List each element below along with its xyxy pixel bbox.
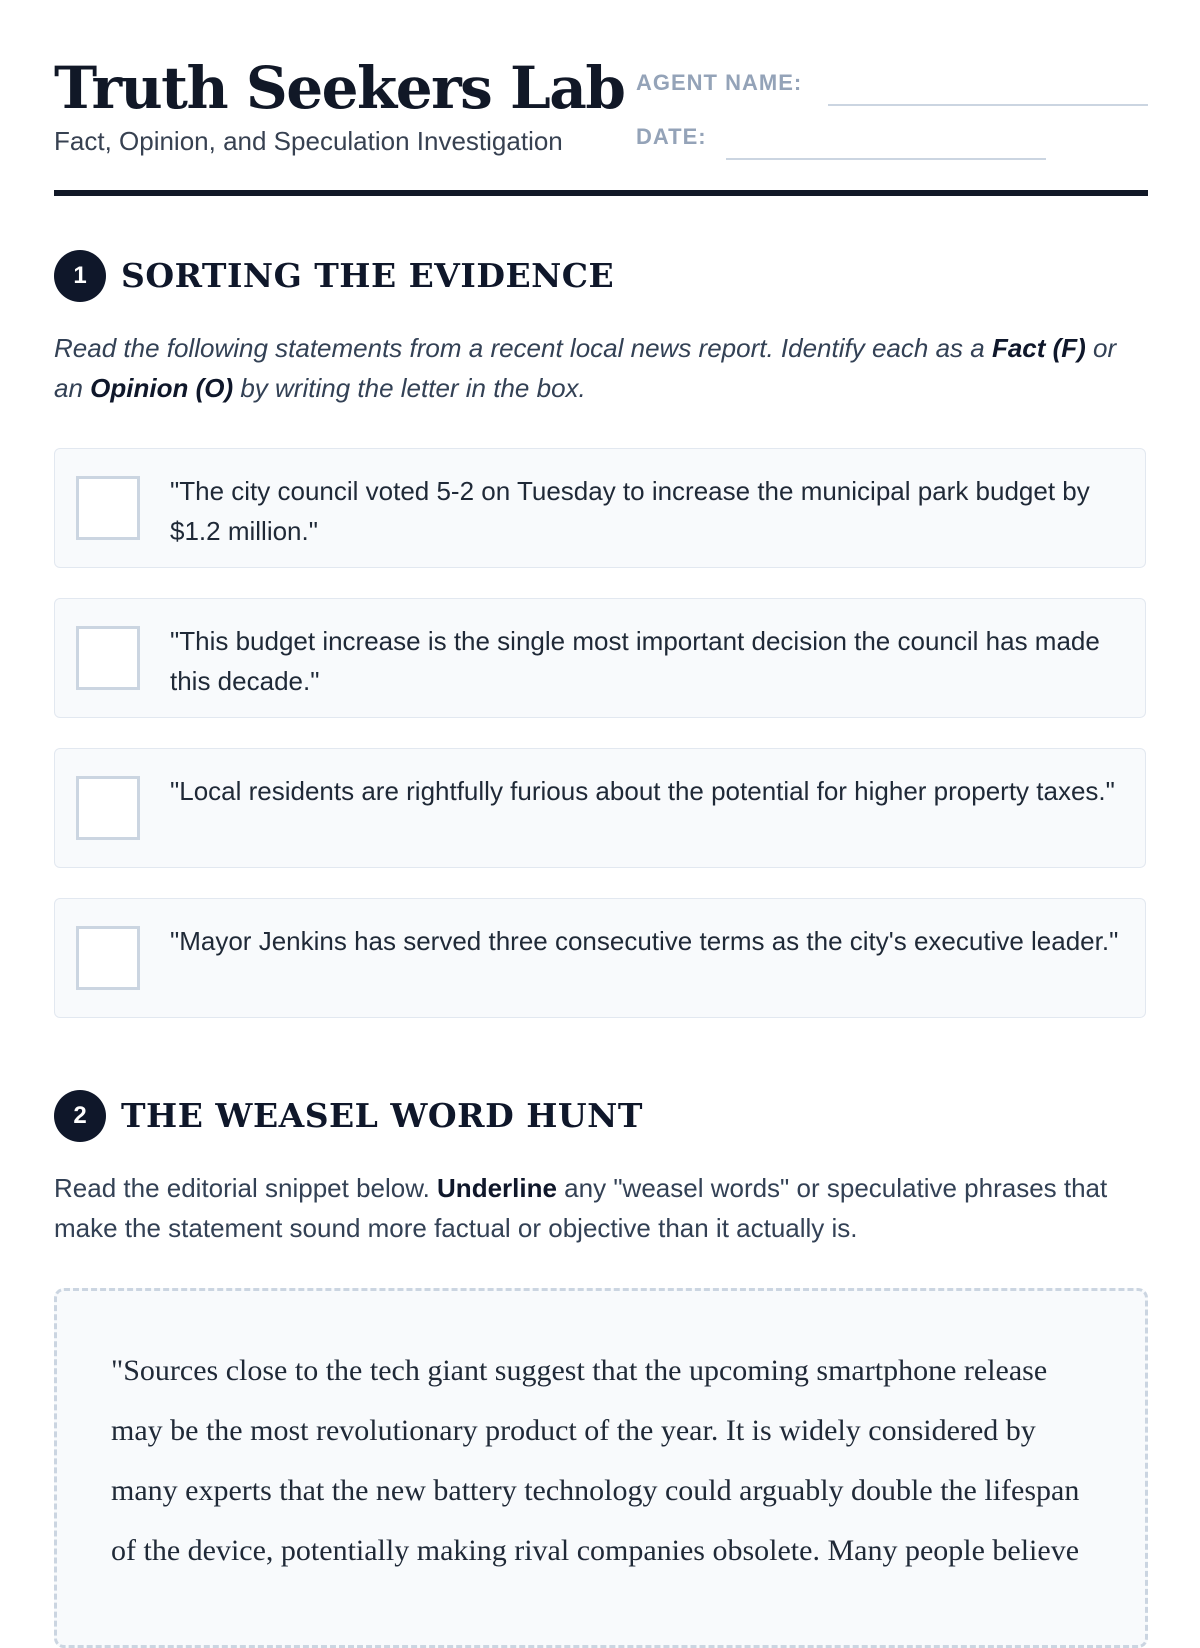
statement-card [54,448,1146,568]
editorial-snippet-text[interactable]: "Sources close to the tech giant suggest that the upcoming smartphone release may be the most revolutionary product of the year. It is widely considered by many experts that the new battery technology could arguably double the lifespan of the device, potentially making rival companies obsolete. Many people believe [111,1354,1080,1567]
answer-box[interactable] [76,926,140,990]
opinion-term: Opinion (O) [90,373,234,403]
section-1-instructions [54,328,1148,408]
instructions-text: or an [54,333,1117,403]
answer-box[interactable] [76,476,140,540]
underline-term: Underline [437,1173,557,1203]
agent-name-field[interactable] [828,104,1148,106]
statement-card [54,748,1146,868]
statement-card [54,598,1146,718]
editorial-snippet-box [54,1288,1148,1648]
date-field[interactable] [726,158,1046,160]
section-number-badge: 1 [54,250,106,302]
instructions-text: any "weasel words" or speculative phrases that make the statement sound more factual or objective than it actually is. [54,1173,1108,1243]
instructions-text: Read the following statements from a recent local news report. Identify each as a [54,333,992,363]
statement-text: "This budget increase is the single most important decision the council has made this decade." [170,626,1100,696]
instructions-text: by writing the letter in the box. [233,373,586,403]
section-title: THE WEASEL WORD HUNT [121,1096,643,1135]
date-label: DATE: [636,124,707,149]
statement-text: "Local residents are rightfully furious about the potential for higher property taxes." [170,776,1115,806]
answer-box[interactable] [76,626,140,690]
section-title: SORTING THE EVIDENCE [121,256,615,295]
section-number-badge: 2 [54,1090,106,1142]
fact-term: Fact (F) [991,333,1086,363]
statement-text: "Mayor Jenkins has served three consecutive terms as the city's executive leader." [170,926,1119,956]
agent-name-label: AGENT NAME: [636,70,803,95]
section-2-instructions [54,1168,1148,1248]
page-title: Truth Seekers Lab [54,54,625,122]
statement-card [54,898,1146,1018]
page-subtitle: Fact, Opinion, and Speculation Investigation [54,126,563,156]
answer-box[interactable] [76,776,140,840]
instructions-text: Read the editorial snippet below. [54,1173,438,1203]
statement-text: "The city council voted 5-2 on Tuesday to increase the municipal park budget by $1.2 million." [170,476,1090,546]
worksheet-header [54,50,1148,196]
